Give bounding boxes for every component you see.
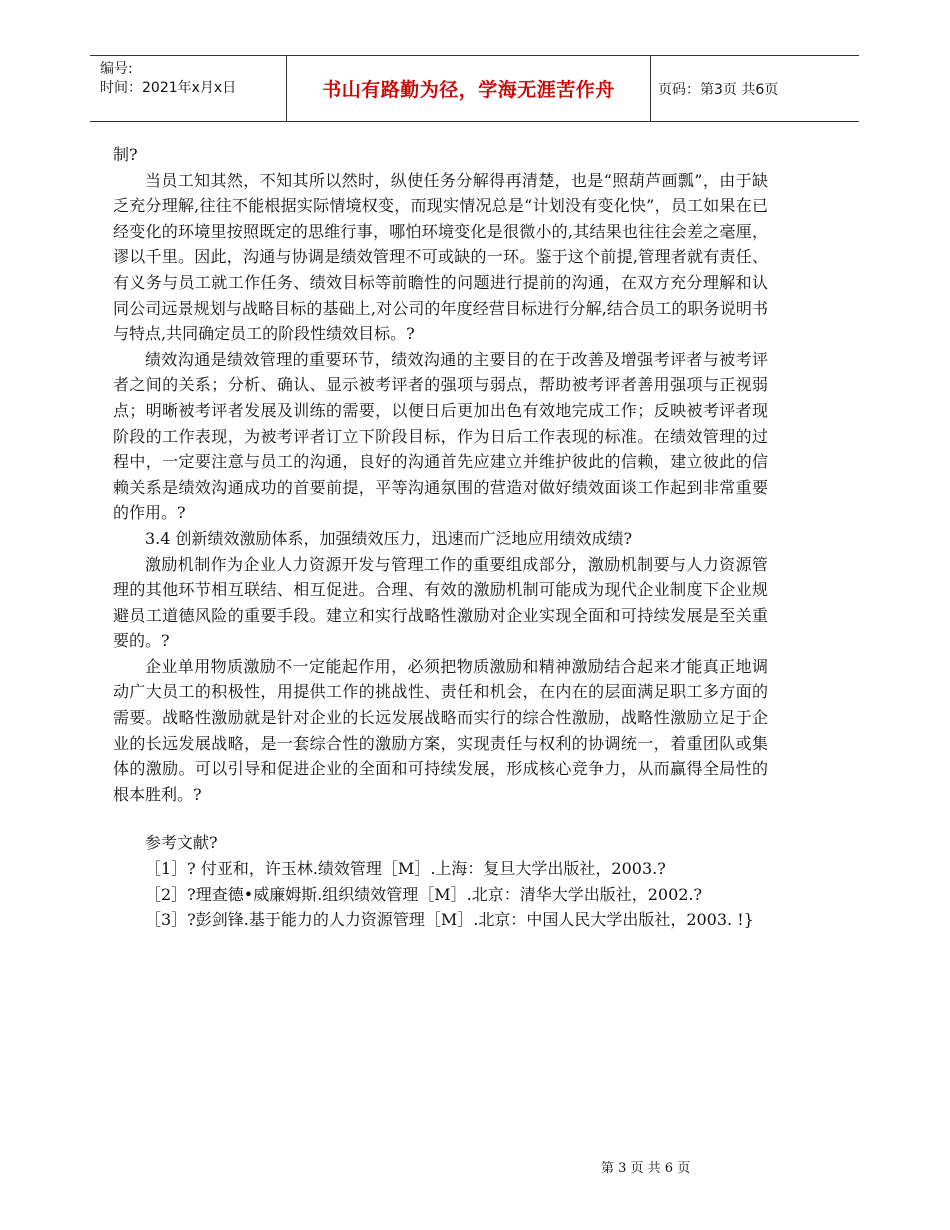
serial-number-label: 编号: [100, 61, 133, 77]
reference-item: ［1］? 付亚和，许玉林.绩效管理［M］.上海：复旦大学出版社，2003.? [145, 859, 666, 879]
header-meta [100, 60, 236, 98]
date-label: 时间：2021年x月x日 [100, 80, 237, 96]
paragraph: 当员工知其然，不知其所以然时，纵使任务分解得再清楚，也是“照葫芦画瓢”，由于缺乏充分理解,往往不能根据实际情境权变，而现实情况总是“计划没有变化快”，员工如果在已经变化的环境里按照既定的思维行事，哪怕环境变化是很微小的,其结果也往往会差之毫厘，谬以千里。因此，沟通与协调是绩效管理不可或缺的一环。鉴于这个前提,管理者就有责任、有义务与员工就工作任务、绩效目标等前瞻性的问题进行提前的沟通，在双方充分理解和认同公司远景规划与战略目标的基础上,对公司的年度经营目标进行分解,结合员工的职务说明书与特点,共同确定员工的阶段性绩效目标。? [113, 170, 768, 344]
reference-item: ［2］?理查德•威廉姆斯.组织绩效管理［M］.北京：清华大学出版社，2002.? [145, 884, 703, 904]
section-heading: 3.4 创新绩效激励体系，加强绩效压力，迅速而广泛地应用绩效成绩? [145, 528, 633, 548]
header-page-info: 页码：第3页 共6页 [658, 81, 779, 98]
page-footer: 第 3 页 共 6 页 [601, 1161, 691, 1176]
document-body [113, 142, 768, 933]
header-motto: 书山有路勤为径，学海无涯苦作舟 [286, 56, 651, 121]
reference-item: ［3］?彭剑锋.基于能力的人力资源管理［M］.北京：中国人民大学出版社，2003. !} [145, 910, 754, 930]
page-header [90, 55, 859, 122]
references-title: 参考文献? [145, 833, 218, 853]
paragraph: 激励机制作为企业人力资源开发与管理工作的重要组成部分，激励机制要与人力资源管理的其他环节相互联结、相互促进。合理、有效的激励机制可能成为现代企业制度下企业规避员工道德风险的重要手段。建立和实行战略性激励对企业实现全面和可持续发展是至关重要的。? [113, 554, 768, 651]
paragraph-continuation: 制? [113, 145, 138, 164]
paragraph: 绩效沟通是绩效管理的重要环节，绩效沟通的主要目的在于改善及增强考评者与被考评者之间的关系；分析、确认、显示被考评者的强项与弱点，帮助被考评者善用强项与正视弱点；明晰被考评者发展及训练的需要，以便日后更加出色有效地完成工作；反映被考评者现阶段的工作表现，为被考评者订立下阶段目标，作为日后工作表现的标准。在绩效管理的过程中，一定要注意与员工的沟通，良好的沟通首先应建立并维护彼此的信赖，建立彼此的信赖关系是绩效沟通成功的首要前提，平等沟通氛围的营造对做好绩效面谈工作起到非常重要的作用。? [113, 349, 768, 523]
paragraph: 企业单用物质激励不一定能起作用，必须把物质激励和精神激励结合起来才能真正地调动广大员工的积极性，用提供工作的挑战性、责任和机会，在内在的层面满足职工多方面的需要。战略性激励就是针对企业的长远发展战略而实行的综合性激励，战略性激励立足于企业的长远发展战略，是一套综合性的激励方案，实现责任与权利的协调统一，着重团队或集体的激励。可以引导和促进企业的全面和可持续发展，形成核心竞争力，从而赢得全局性的根本胜利。? [113, 656, 768, 804]
